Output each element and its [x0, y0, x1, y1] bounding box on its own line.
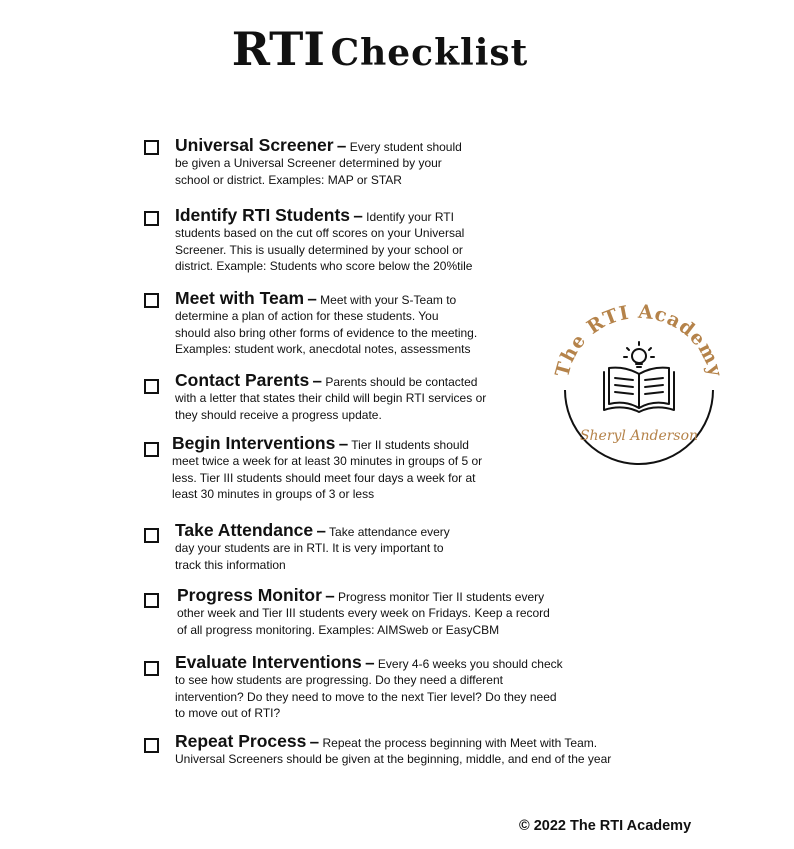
checkbox[interactable] [144, 140, 159, 155]
checkbox[interactable] [144, 379, 159, 394]
title-checklist: Checklist [330, 32, 529, 74]
open-book-lightbulb-icon [604, 342, 674, 412]
item-heading: Identify RTI Students [175, 205, 350, 225]
logo-signature: Sheryl Anderson [579, 428, 699, 444]
checkbox[interactable] [144, 593, 159, 608]
checkbox[interactable] [144, 442, 159, 457]
item-heading: Universal Screener [175, 135, 334, 155]
item-heading: Contact Parents [175, 370, 310, 390]
checkbox[interactable] [144, 528, 159, 543]
checkbox[interactable] [144, 661, 159, 676]
item-heading: Begin Interventions [172, 433, 336, 453]
checkbox[interactable] [144, 293, 159, 308]
checkbox[interactable] [144, 738, 159, 753]
checkbox[interactable] [144, 211, 159, 226]
item-heading: Take Attendance [175, 520, 314, 540]
rti-academy-logo [553, 298, 725, 478]
logo-svg [553, 298, 725, 478]
item-heading: Evaluate Interventions [175, 652, 362, 672]
item-heading: Repeat Process [175, 731, 307, 751]
page-title [0, 22, 760, 76]
item-heading: Progress Monitor [177, 585, 322, 605]
title-rti: RTI [231, 22, 325, 76]
item-heading: Meet with Team [175, 288, 305, 308]
copyright-footer: © 2022 The RTI Academy [519, 818, 692, 834]
logo-arc-text: The RTI Academy [553, 300, 725, 380]
